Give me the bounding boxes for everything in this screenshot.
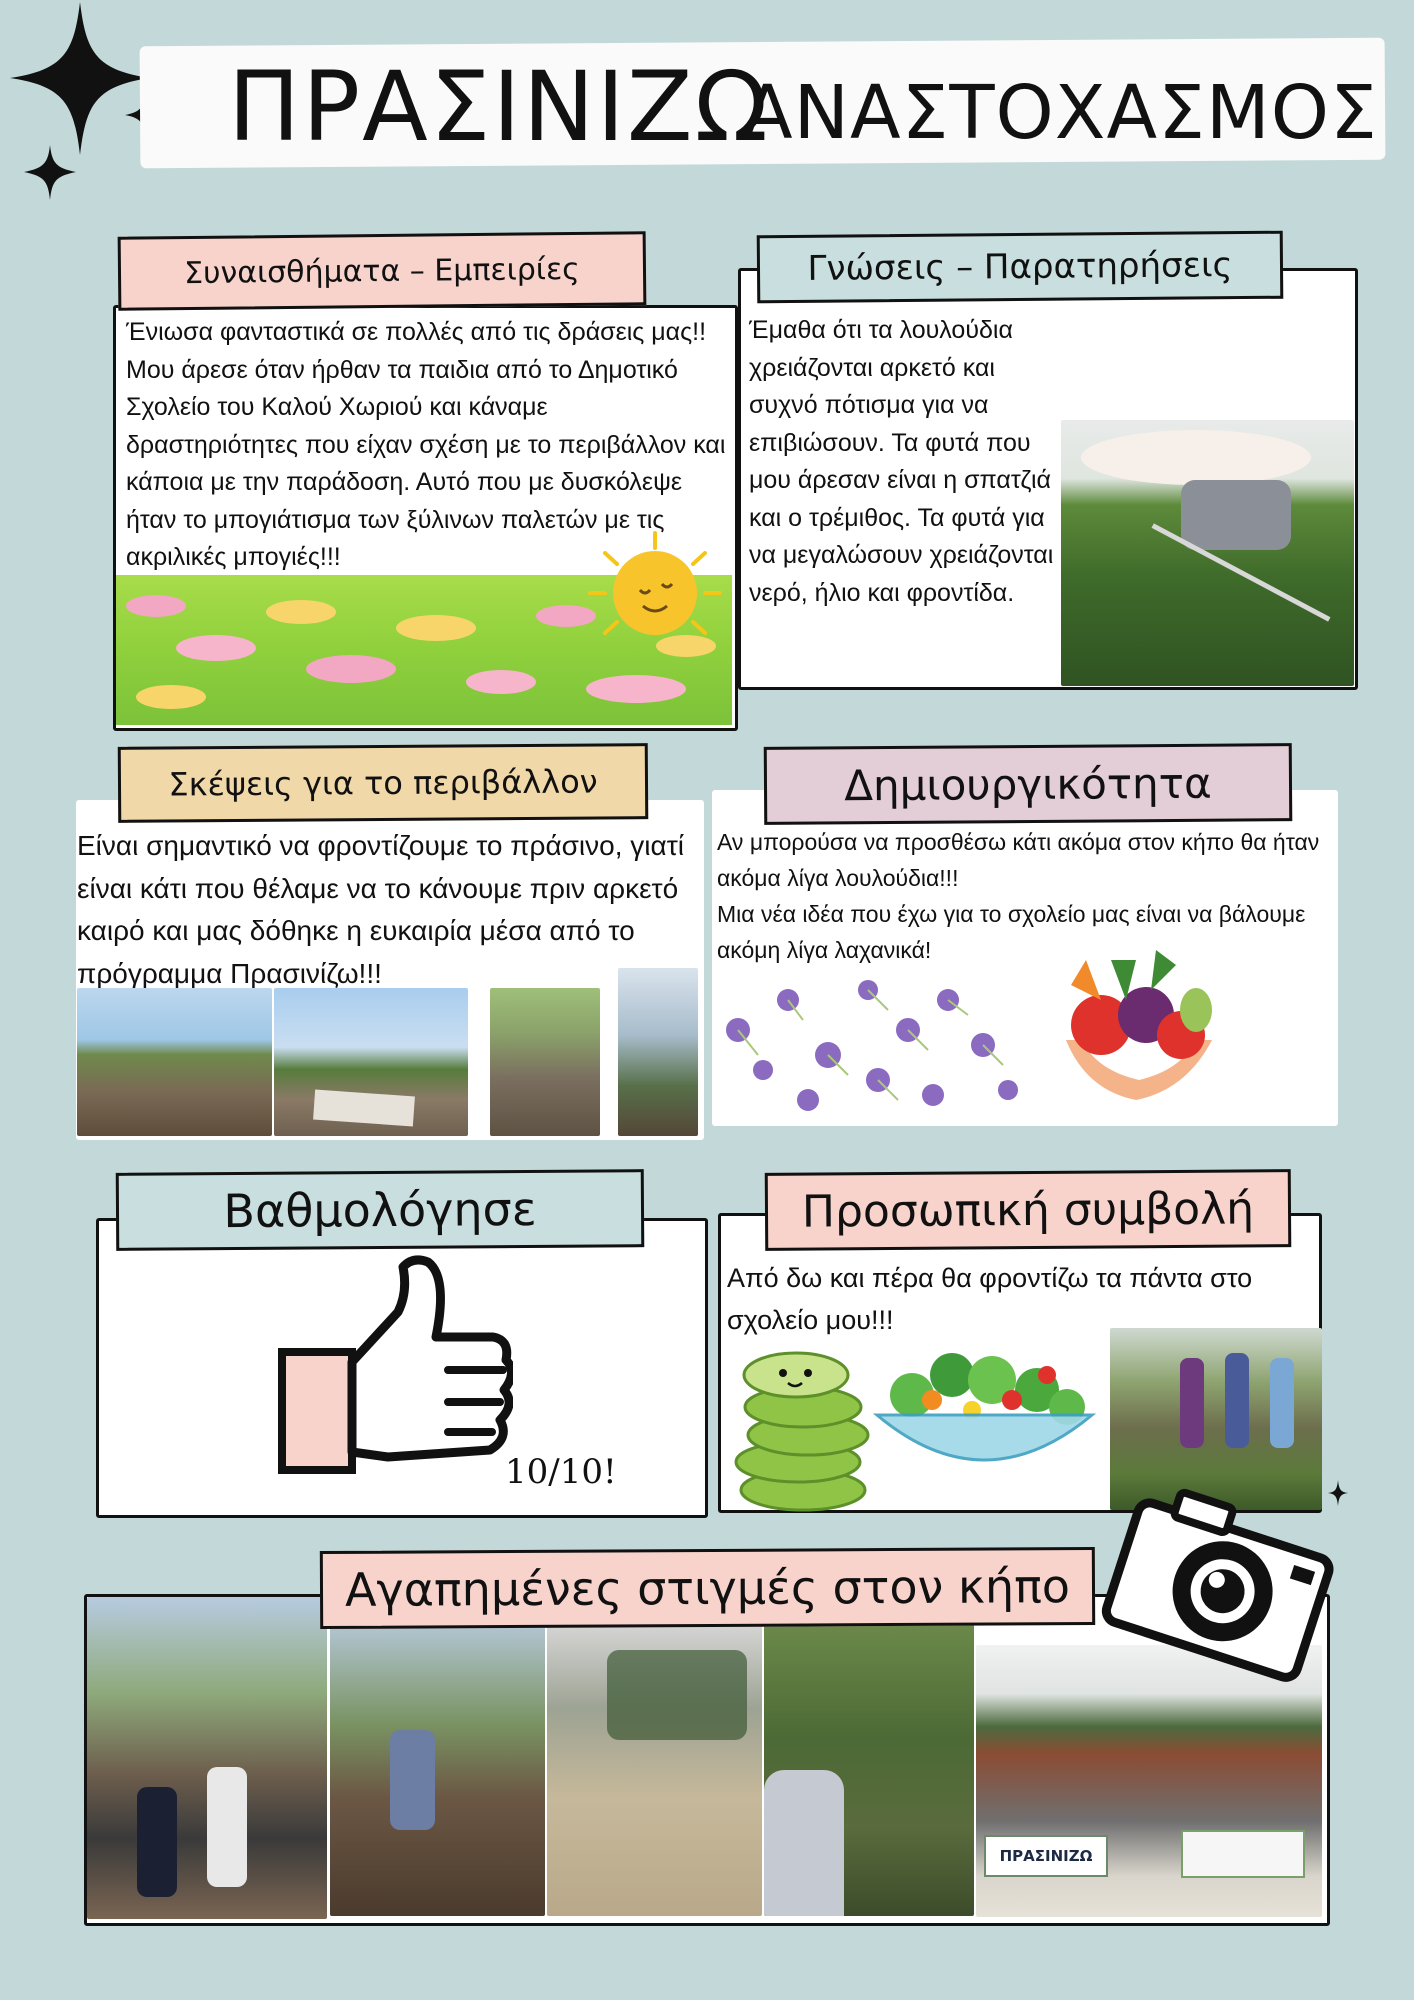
rating-score: 10/10! [505, 1452, 617, 1492]
thoughts-label [118, 743, 649, 823]
garden-photo-4 [618, 968, 698, 1136]
violets-illustration [718, 960, 1038, 1120]
thoughts-text: Είναι σημαντικό να φροντίζουμε το πράσινο, γιατί είναι κάτι που θέλαμε να το κάνουμε πριν αρκετό καιρό και μας δόθηκε η ευκαιρία μέσα από το πρόγραμμα Πρασινίζω!!! [77, 830, 684, 989]
moment-photo-2 [330, 1620, 545, 1916]
knowledge-label-text: Γνώσεις – Παρατηρήσεις [807, 245, 1233, 289]
creativity-text-2: Μια νέα ιδέα που έχω για το σχολείο μας είναι να βάλουμε ακόμη λίγα λαχανικά! [717, 901, 1306, 963]
creativity-label [764, 743, 1293, 825]
garden-photo-1 [77, 988, 272, 1136]
cucumber-slices-icon [728, 1335, 878, 1515]
knowledge-text: Έμαθα ότι τα λουλούδια χρειάζονται αρκετό και συχνό πότισμα για να επιβιώσουν. Τα φυτά που μου άρεσαν είναι η σπατζιά και ο τρέμιθος. Τα φυτά για να μεγαλώσουν χρειάζονται νερό, ήλιο και φροντίδα. [749, 316, 1054, 607]
creativity-label-text: Δημιουργικότητα [844, 758, 1212, 810]
feelings-label-text: Συναισθήματα – Εμπειρίες [183, 251, 580, 291]
page-title: ΠΡΑΣΙΝΙΖΩ [228, 51, 770, 163]
moment-photo-3 [547, 1620, 762, 1916]
garden-photo-2 [274, 988, 468, 1136]
thoughts-label-text: Σκέψεις για το περιβάλλον [168, 762, 598, 804]
moments-label-text: Αγαπημένες στιγμές στον κήπο [344, 1559, 1071, 1617]
contribution-text: Από δω και πέρα θα φροντίζω τα πάντα στο σχολείο μου!!! [727, 1263, 1253, 1335]
vegetables-hands-icon [1046, 930, 1232, 1120]
almond-blossom-photo [1061, 420, 1354, 686]
contribution-label-text: Προσωπική συμβολή [801, 1182, 1255, 1238]
camera-icon [1090, 1478, 1350, 1688]
rating-label-text: Βαθμολόγησε [223, 1181, 537, 1239]
group-banner-text: ΠΡΑΣΙΝΙΖΩ [999, 1847, 1093, 1865]
feelings-text: Ένιωσα φανταστικά σε πολλές από τις δράσεις μας!! Μου άρεσε όταν ήρθαν τα παιδια από το Δημοτικό Σχολείο του Καλού Χωριού και κάναμε δραστηριότητες που είχαν σχέση με το περιβάλλον και κάποια με την παράδοση. Αυτό που με δυσκόλεψε ήταν το μπογιάτισμα των ξύλινων παλετών με τις ακριλικές μπογιές!!! [126, 318, 726, 571]
feelings-label [118, 231, 647, 311]
contribution-label [765, 1169, 1292, 1251]
knowledge-label [757, 231, 1284, 304]
salad-bowl-icon [872, 1345, 1097, 1495]
creativity-text-1: Αν μπορούσα να προσθέσω κάτι ακόμα στον κήπο θα ήταν ακόμα λίγα λουλούδια!!! [717, 829, 1320, 891]
moments-label [320, 1547, 1095, 1629]
moment-photo-4 [764, 1620, 974, 1916]
thumbs-up-icon [278, 1252, 513, 1477]
page-subtitle: ΑΝΑΣΤΟΧΑΣΜΟΣ [742, 70, 1378, 156]
garden-photo-3 [490, 988, 600, 1136]
moment-photo-1 [87, 1597, 327, 1919]
rating-label [116, 1169, 645, 1251]
